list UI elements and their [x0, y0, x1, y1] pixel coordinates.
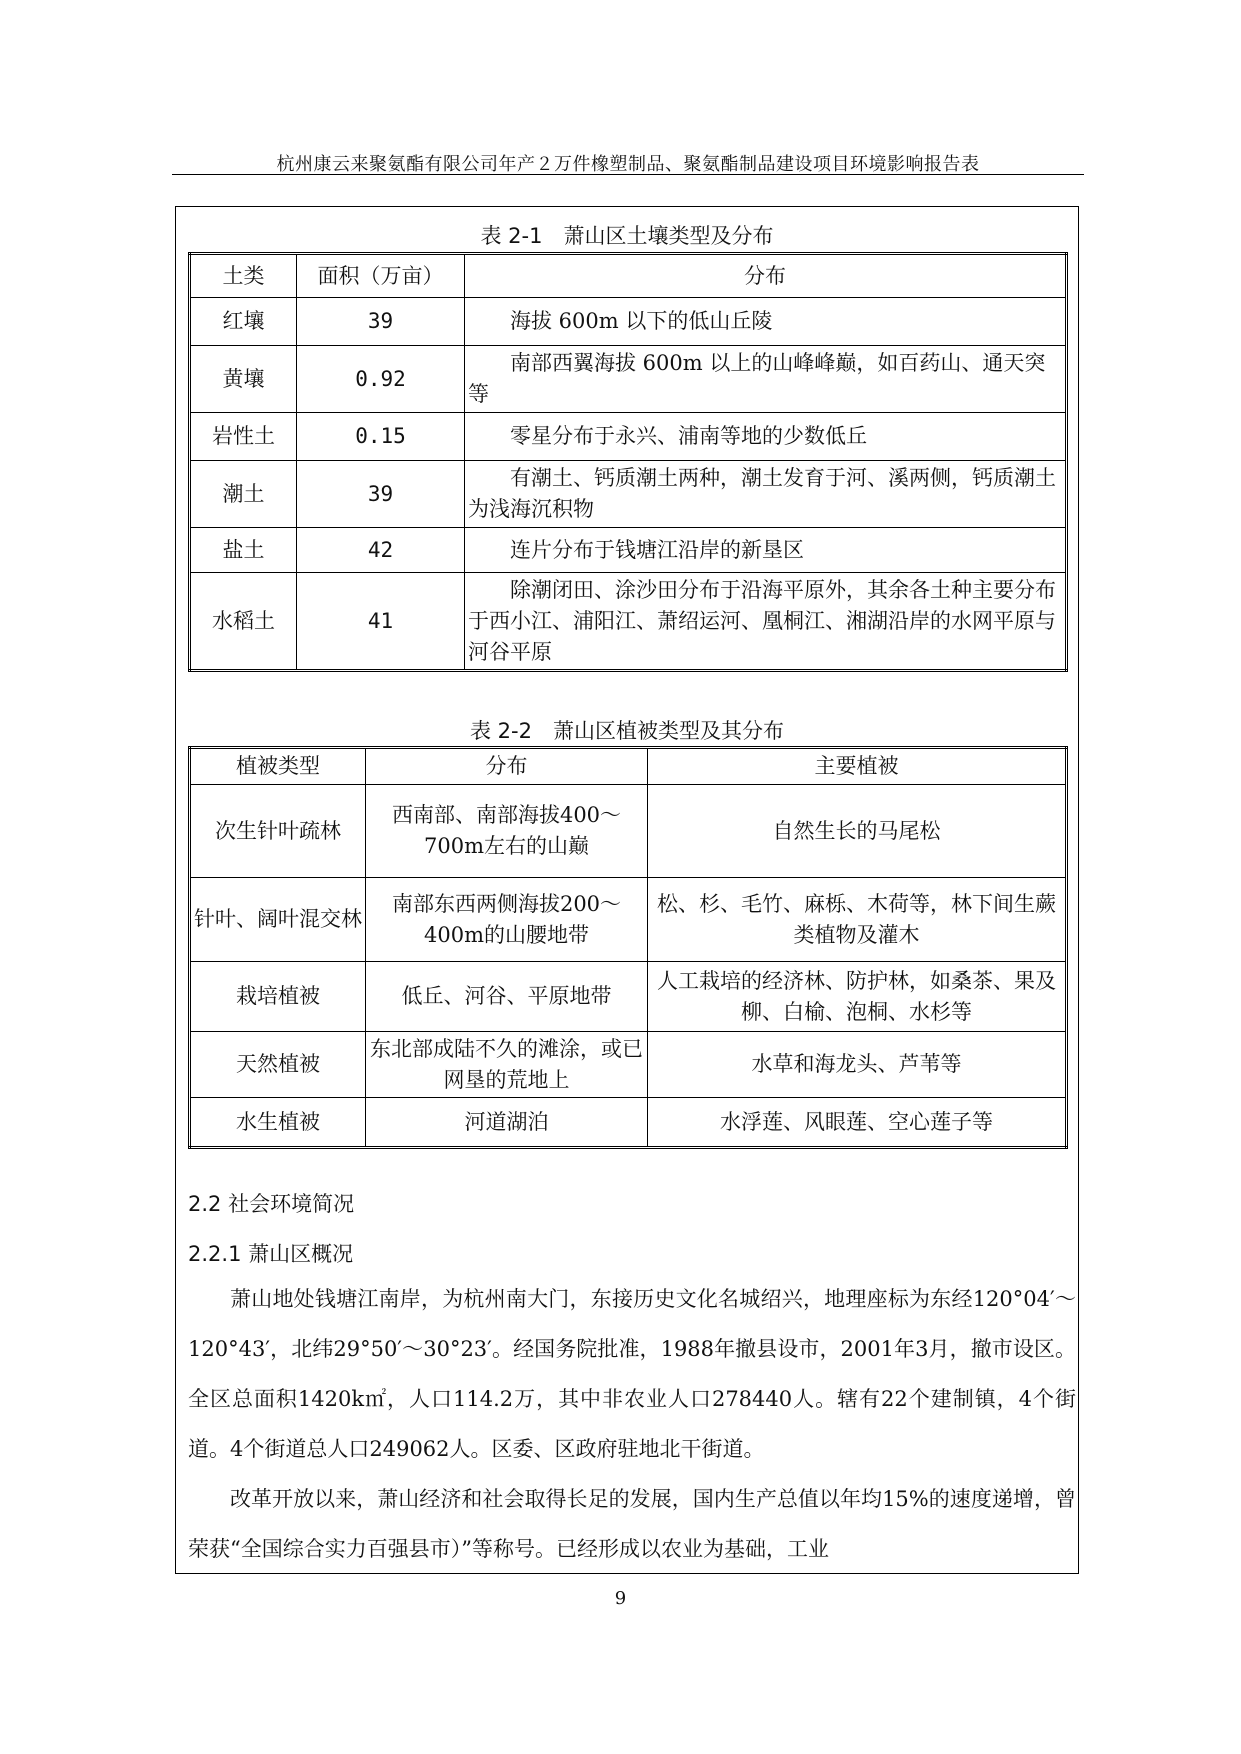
soil-area: 0.92 — [297, 346, 465, 413]
soil-area: 41 — [297, 573, 465, 671]
soil-name: 水稻土 — [190, 573, 297, 671]
soil-distribution: 有潮土、钙质潮土两种，潮土发育于河、溪两侧，钙质潮土为浅海沉积物 — [465, 461, 1067, 528]
soil-distribution: 零星分布于永兴、浦南等地的少数低丘 — [465, 413, 1067, 461]
table-header-row — [190, 748, 1067, 785]
vegetation-type: 栽培植被 — [190, 962, 366, 1032]
main-vegetation: 人工栽培的经济林、防护林，如桑茶、果及柳、白榆、泡桐、水杉等 — [648, 962, 1067, 1032]
table2-caption: 表 2-2 萧山区植被类型及其分布 — [470, 719, 784, 743]
table-header-row — [190, 254, 1067, 298]
header-rule — [172, 174, 1084, 175]
vegetation-type: 次生针叶疏林 — [190, 785, 366, 878]
column-header: 分布 — [366, 748, 648, 785]
soil-name: 红壤 — [190, 298, 297, 346]
soil-distribution: 南部西翼海拔 600m 以上的山峰峰巅，如百药山、通天突等 — [465, 346, 1067, 413]
column-header: 植被类型 — [190, 748, 366, 785]
soil-name: 岩性土 — [190, 413, 297, 461]
vegetation-distribution: 河道湖泊 — [366, 1098, 648, 1148]
body-text — [188, 1274, 1076, 1574]
paragraph: 萧山地处钱塘江南岸，为杭州南大门，东接历史文化名城绍兴，地理座标为东经120°04′～120°43′，北纬29°50′～30°23′。经国务院批准，1988年撤县设市，2001年3月，撤市设区。全区总面积1420k㎡，人口114.2万，其中非农业人口278440人。辖有22个建制镇，4个街道。4个街道总人口249062人。区委、区政府驻地北干街道。 — [188, 1287, 1076, 1461]
soil-distribution: 连片分布于钱塘江沿岸的新垦区 — [465, 528, 1067, 573]
soil-name: 黄壤 — [190, 346, 297, 413]
column-header: 主要植被 — [648, 748, 1067, 785]
table-row — [190, 962, 1067, 1032]
paragraph: 改革开放以来，萧山经济和社会取得长足的发展，国内生产总值以年均15%的速度递增，曾荣获“全国综合实力百强县市）”等称号。已经形成以农业为基础，工业 — [188, 1487, 1076, 1561]
soil-distribution: 海拔 600m 以下的低山丘陵 — [465, 298, 1067, 346]
table-row — [190, 785, 1067, 878]
vegetation-distribution: 西南部、南部海拔400～700m左右的山巅 — [366, 785, 648, 878]
main-vegetation: 自然生长的马尾松 — [648, 785, 1067, 878]
main-vegetation: 松、杉、毛竹、麻栎、木荷等，林下间生蕨类植物及灌木 — [648, 878, 1067, 962]
table-row — [190, 461, 1067, 528]
page-number: 9 — [614, 1588, 627, 1609]
section-heading: 2.2 社会环境简况 — [188, 1192, 355, 1216]
vegetation-type: 针叶、阔叶混交林 — [190, 878, 366, 962]
table-row — [190, 298, 1067, 346]
main-vegetation: 水草和海龙头、芦苇等 — [648, 1032, 1067, 1098]
soil-name: 盐土 — [190, 528, 297, 573]
soil-area: 39 — [297, 298, 465, 346]
vegetation-type: 水生植被 — [190, 1098, 366, 1148]
column-header: 分布 — [465, 254, 1067, 298]
main-vegetation: 水浮莲、风眼莲、空心莲子等 — [648, 1098, 1067, 1148]
vegetation-distribution: 南部东西两侧海拔200～400m的山腰地带 — [366, 878, 648, 962]
table-row — [190, 413, 1067, 461]
column-header: 面积（万亩） — [297, 254, 465, 298]
table-row — [190, 528, 1067, 573]
subsection-heading: 2.2.1 萧山区概况 — [188, 1242, 354, 1266]
table1-caption: 表 2-1 萧山区土壤类型及分布 — [480, 224, 774, 248]
soil-name: 潮土 — [190, 461, 297, 528]
table-row — [190, 346, 1067, 413]
vegetation-type-table — [188, 746, 1068, 1149]
column-header: 土类 — [190, 254, 297, 298]
vegetation-type: 天然植被 — [190, 1032, 366, 1098]
vegetation-distribution: 低丘、河谷、平原地带 — [366, 962, 648, 1032]
soil-area: 0.15 — [297, 413, 465, 461]
table-row — [190, 878, 1067, 962]
table-row — [190, 1032, 1067, 1098]
soil-distribution: 除潮闭田、涂沙田分布于沿海平原外，其余各土种主要分布于西小江、浦阳江、萧绍运河、凰桐江、湘湖沿岸的水网平原与河谷平原 — [465, 573, 1067, 671]
soil-area: 42 — [297, 528, 465, 573]
soil-area: 39 — [297, 461, 465, 528]
table-row — [190, 573, 1067, 671]
soil-type-table — [188, 252, 1068, 672]
vegetation-distribution: 东北部成陆不久的滩涂，或已网垦的荒地上 — [366, 1032, 648, 1098]
table-row — [190, 1098, 1067, 1148]
document-header: 杭州康云来聚氨酯有限公司年产２万件橡塑制品、聚氨酯制品建设项目环境影响报告表 — [276, 154, 980, 175]
